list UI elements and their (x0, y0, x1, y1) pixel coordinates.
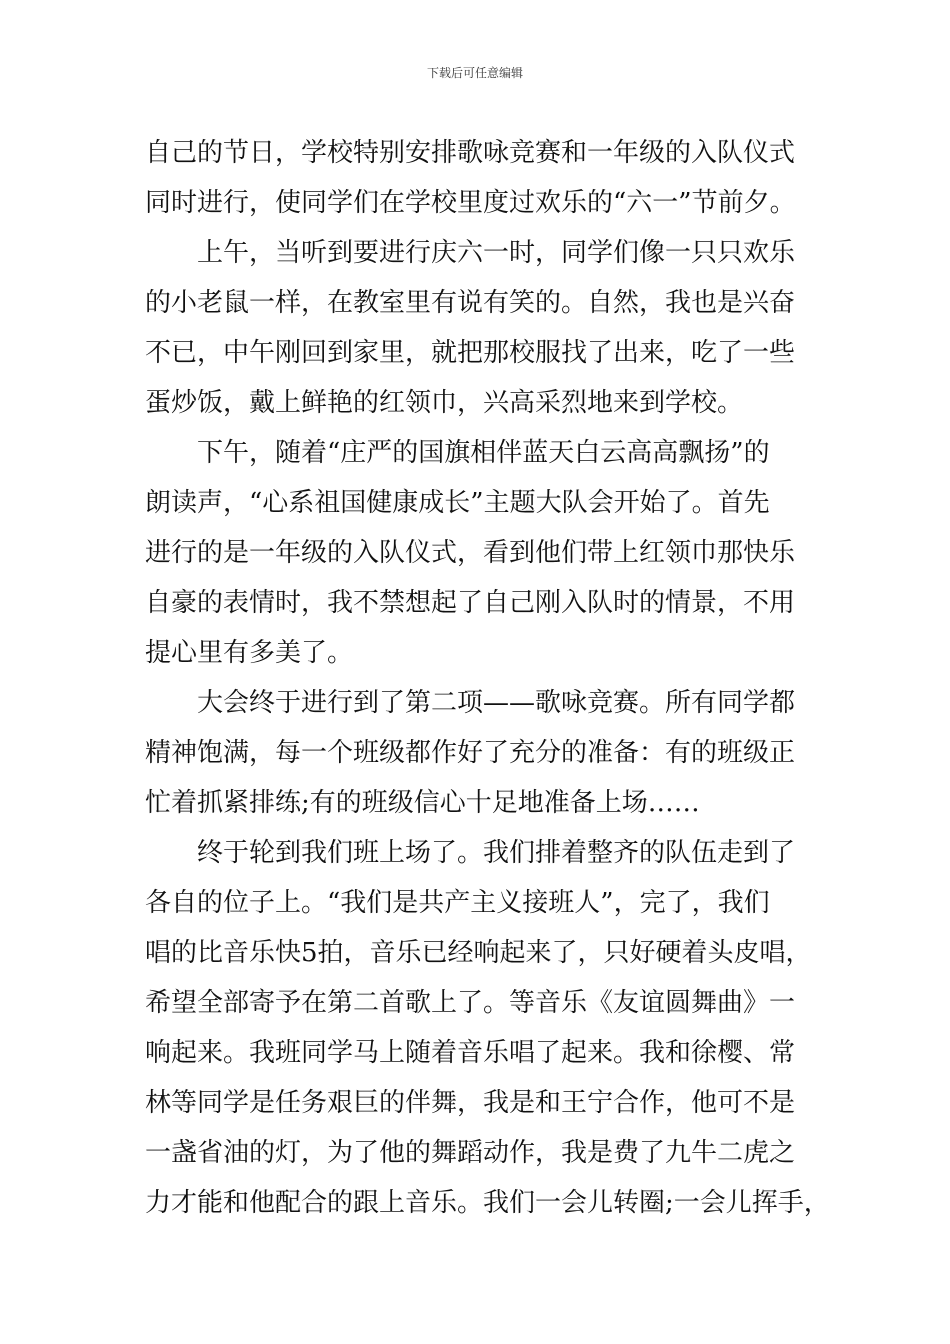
text-line: 大会终于进行到了第二项——歌咏竞赛。所有同学都 (197, 688, 796, 718)
text-line: 唱的比音乐快5拍，音乐已经响起来了，只好硬着头皮唱， (145, 938, 812, 968)
text-line: 各自的位子上。“我们是共产主义接班人”，完了，我们 (145, 888, 770, 918)
text-line: 提心里有多美了。 (145, 638, 354, 668)
document-body (145, 128, 830, 1228)
text-line: 自己的节日，学校特别安排歌咏竞赛和一年级的入队仪式 (145, 138, 796, 168)
page-header: 下载后可任意编辑 (426, 66, 523, 80)
text-line: 力才能和他配合的跟上音乐。我们一会儿转圈;一会儿挥手， (145, 1188, 830, 1218)
text-line: 同时进行，使同学们在学校里度过欢乐的“六一”节前夕。 (145, 188, 796, 218)
text-line: 进行的是一年级的入队仪式，看到他们带上红领巾那快乐 (145, 538, 796, 568)
text-line: 一盏省油的灯，为了他的舞蹈动作，我是费了九牛二虎之 (145, 1138, 796, 1168)
text-line: 朗读声，“心系祖国健康成长”主题大队会开始了。首先 (145, 488, 770, 518)
text-line: 林等同学是任务艰巨的伴舞，我是和王宁合作，他可不是 (145, 1088, 796, 1118)
text-line: 不已，中午刚回到家里，就把那校服找了出来，吃了一些 (145, 338, 796, 368)
text-line: 上午，当听到要进行庆六一时，同学们像一只只欢乐 (197, 238, 796, 268)
text-line: 希望全部寄予在第二首歌上了。等音乐《友谊圆舞曲》一 (145, 988, 796, 1018)
text-line: 自豪的表情时，我不禁想起了自己刚入队时的情景，不用 (145, 588, 796, 618)
text-line: 精神饱满，每一个班级都作好了充分的准备：有的班级正 (145, 738, 796, 768)
text-line: 下午，随着“庄严的国旗相伴蓝天白云高高飘扬”的 (197, 438, 770, 468)
text-line: 蛋炒饭，戴上鲜艳的红领巾，兴高采烈地来到学校。 (145, 388, 744, 418)
text-line: 响起来。我班同学马上随着音乐唱了起来。我和徐樱、常 (145, 1038, 796, 1068)
text-line: 的小老鼠一样，在教室里有说有笑的。自然，我也是兴奋 (145, 288, 796, 318)
text-line: 忙着抓紧排练;有的班级信心十足地准备上场…… (145, 788, 700, 818)
text-line: 终于轮到我们班上场了。我们排着整齐的队伍走到了 (197, 838, 796, 868)
